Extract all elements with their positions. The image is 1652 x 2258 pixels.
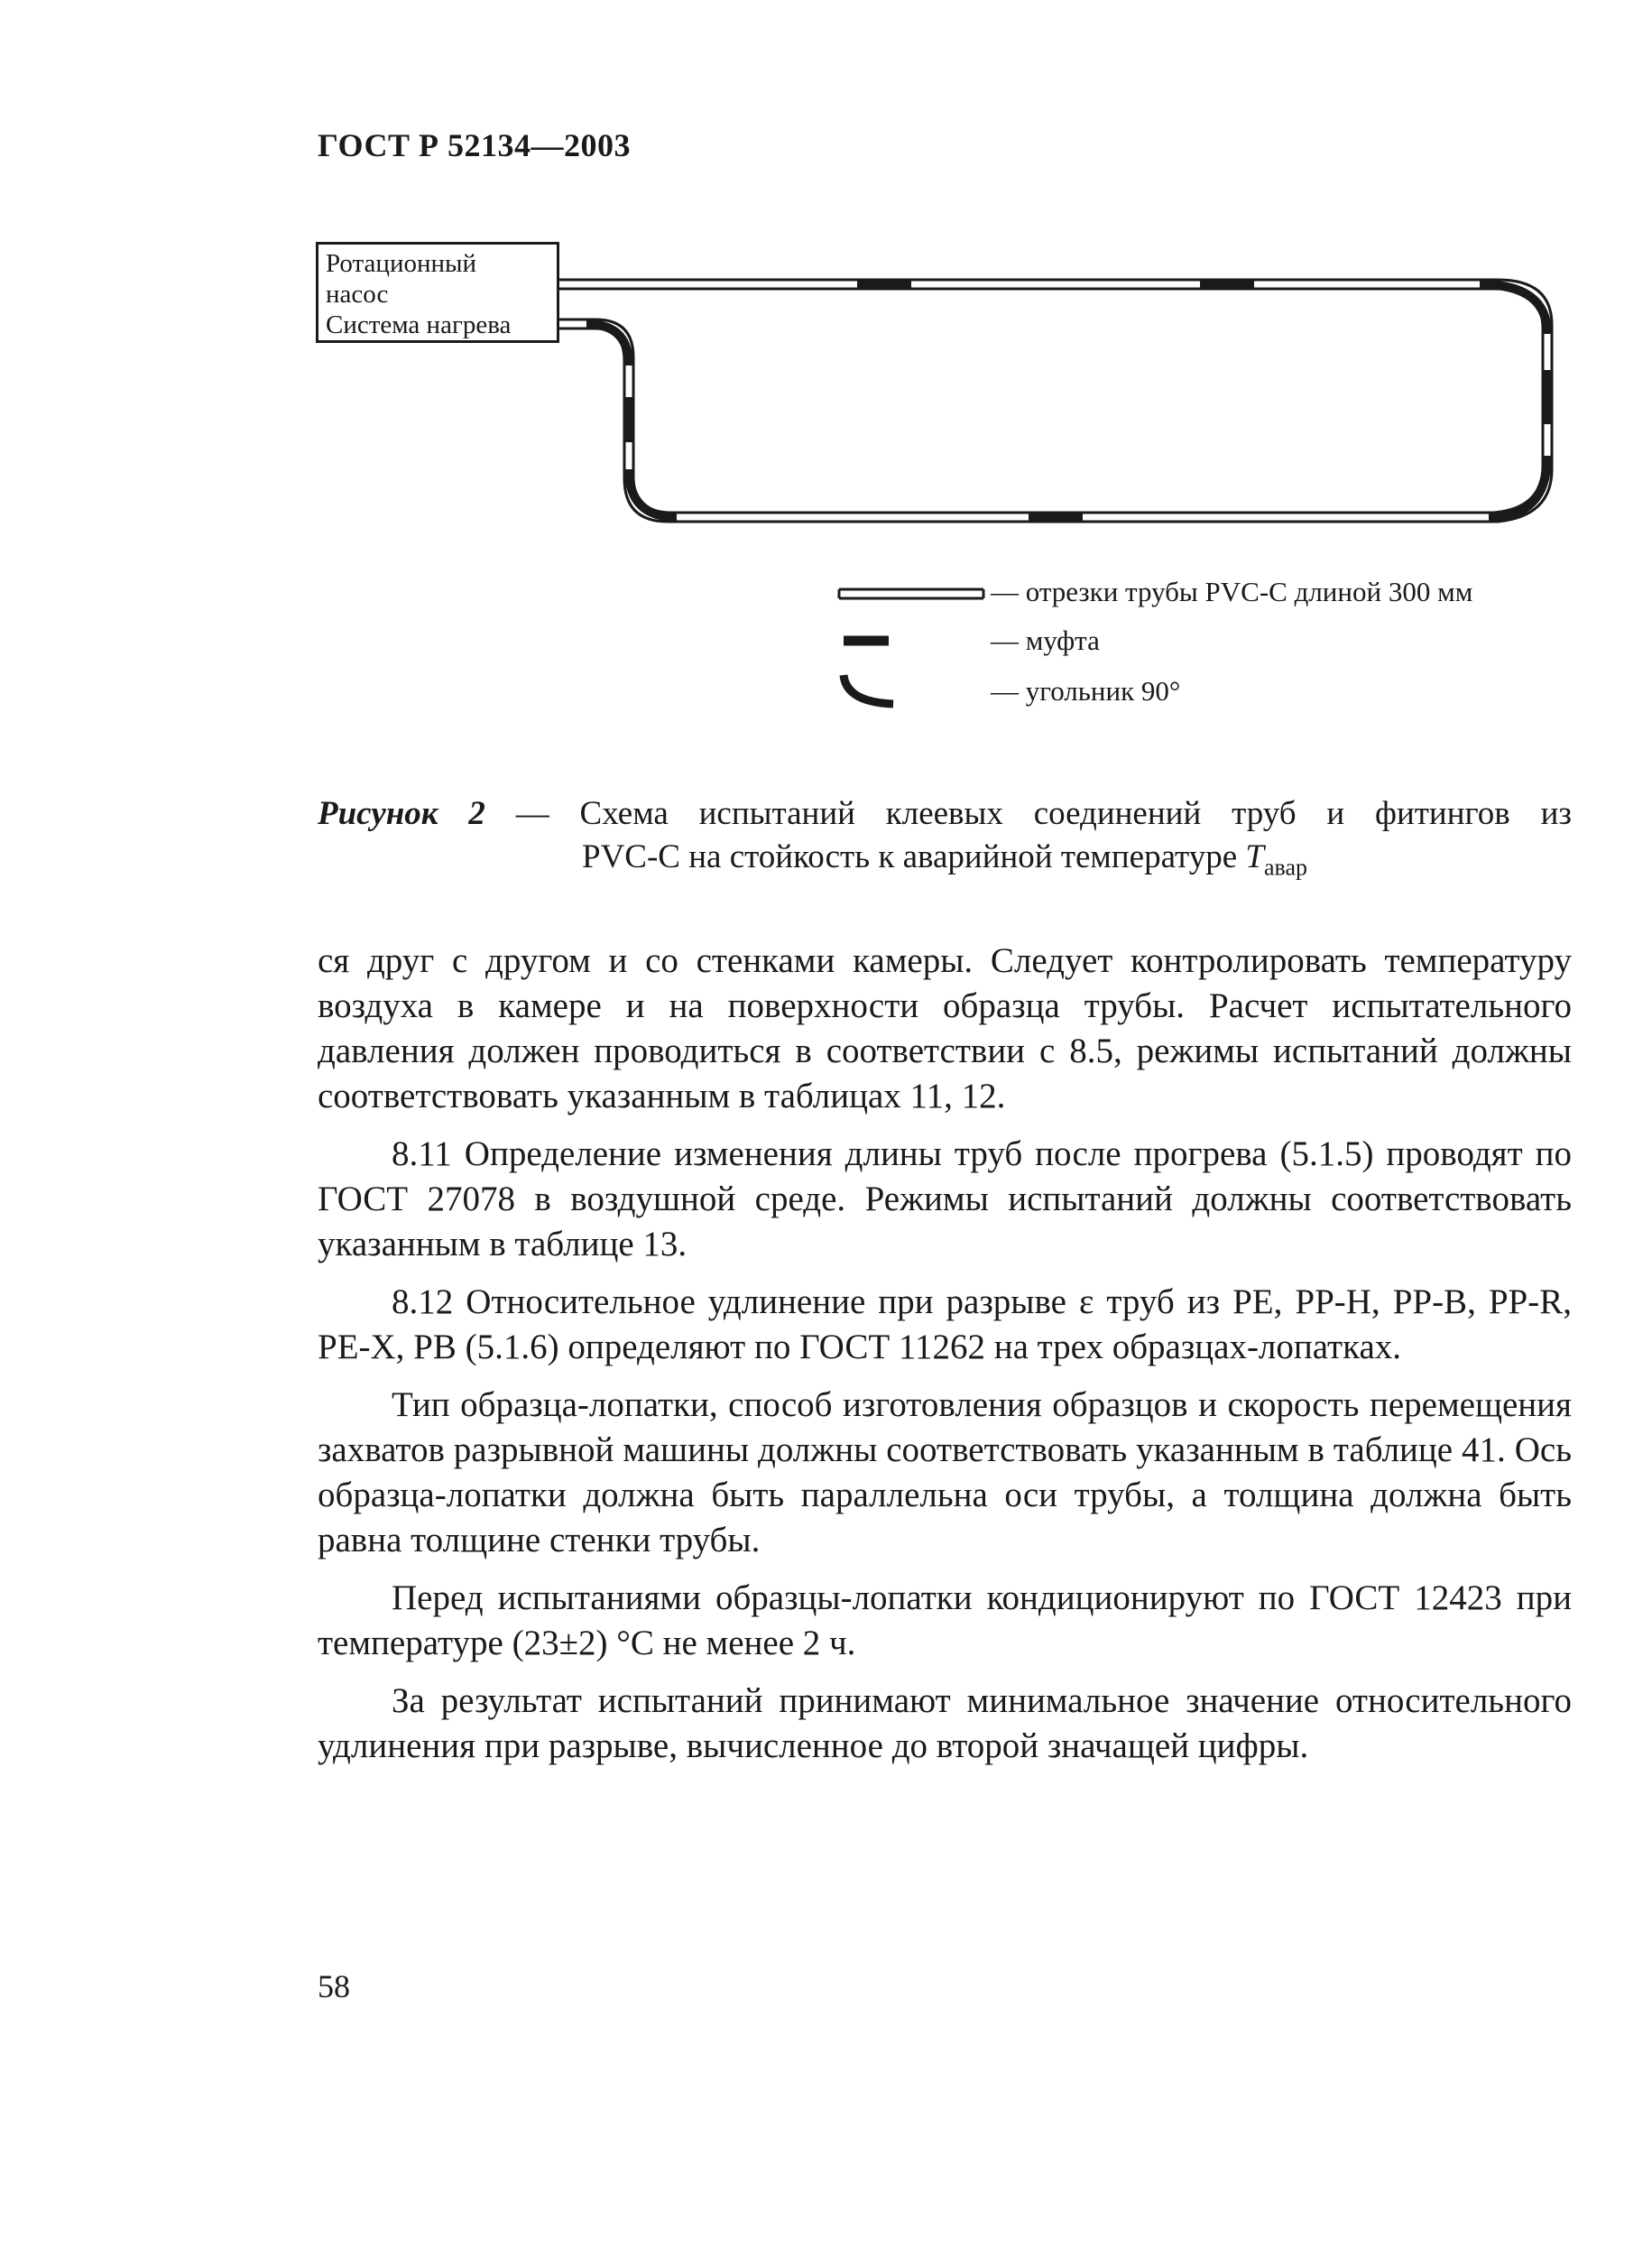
legend-pipe-label: — отрезки трубы PVC-C длиной 300 мм	[991, 576, 1473, 607]
pipe-couplings	[629, 284, 1547, 517]
caption-subscript: авар	[1263, 854, 1307, 881]
paragraph-result: За результат испытаний принимают минимальное значение относительного удлинения при разрыве, вычисленное до второй значащей цифры.	[318, 1681, 1572, 1765]
paragraph-8-12: 8.12 Относительное удлинение при разрыве ε труб из PE, PP-H, PP-B, PP-R, PE-X, PB (5.1.6) определяют по ГОСТ 11262 на трех образцах-лопатках.	[318, 1282, 1572, 1366]
pump-box-line-3: Система нагрева	[326, 310, 512, 339]
caption-text-1: — Схема испытаний клеевых соединений труб и фитингов из	[485, 795, 1572, 832]
figure-caption	[318, 792, 1572, 889]
paragraph-continuation: ся друг с другом и со стенками камеры. Следует контролировать температуру воздуха в камере и на поверхности образца трубы. Расчет испытательного давления должен проводиться в соответствии с 8.5, режимы испытаний должны соответствовать указанным в таблицах 11, 12.	[318, 941, 1572, 1115]
document-header: ГОСТ Р 52134—2003	[318, 127, 631, 163]
paragraph-8-11: 8.11 Определение изменения длины труб после прогрева (5.1.5) проводят по ГОСТ 27078 в воздушной среде. Режимы испытаний должны соответствовать указанным в таблице 13.	[318, 1134, 1572, 1263]
pump-box-line-1: Ротационный	[326, 249, 477, 278]
caption-text-2: PVC-C на стойкость к аварийной температуре	[582, 838, 1246, 875]
pump-box-line-2: насос	[326, 280, 389, 309]
legend-coupling-label: — муфта	[991, 625, 1100, 656]
legend-pipe-symbol	[839, 589, 983, 598]
pipe-elbows	[586, 284, 1547, 517]
body-text	[318, 939, 1572, 1781]
legend-elbow-symbol	[844, 675, 893, 704]
caption-line-1	[318, 792, 1572, 836]
caption-line-2	[318, 836, 1572, 889]
caption-label: Рисунок 2	[318, 795, 485, 832]
caption-symbol: T	[1245, 838, 1264, 875]
page-number: 58	[318, 1968, 350, 2004]
elbow-left-top	[586, 324, 629, 366]
pipe-loop	[559, 280, 1552, 522]
paragraph-conditioning: Перед испытаниями образцы-лопатки кондиционируют по ГОСТ 12423 при температуре (23±2) °С не менее 2 ч.	[318, 1578, 1572, 1662]
legend-elbow-label: — угольник 90°	[991, 675, 1181, 707]
test-loop-diagram	[0, 0, 1652, 722]
elbow-bottom-right	[1489, 456, 1547, 517]
paragraph-specimen-type: Тип образца-лопатки, способ изготовления образцов и скорость перемещения захватов разрывной машины должны соответствовать указанным в таблице 41. Ось образца-лопатки должна быть параллельна оси трубы, а толщина должна быть равна толщине стенки трубы.	[318, 1385, 1572, 1559]
